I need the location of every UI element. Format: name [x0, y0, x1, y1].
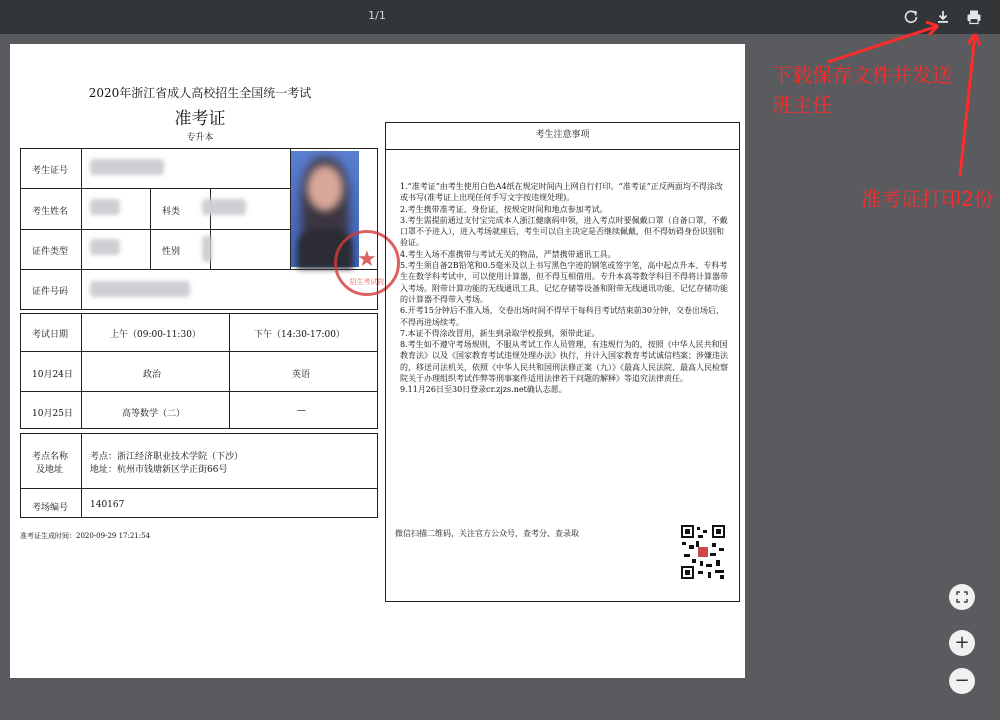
- note-item: 7.本证不得涂改冒用，新生到录取学校报到，须带此证。: [400, 328, 600, 338]
- note-item: 9.11月26日至30日登录cr.zjzs.net确认志愿。: [400, 385, 567, 395]
- schedule-row-afternoon: 英语: [292, 370, 311, 380]
- note-item: 8.考生如不遵守考场规则，不服从考试工作人员管理，有违规行为的，按照《中华人民共和国教育法》以及《国家教育考试违规处理办法》执行，并计入国家教育考试诚信档案；涉嫌违法的，移送司法机关，依照《中华人民共和国刑法修正案（九）》《最高人民法院、最高人民检察院关于办理组织考试作弊等刑事案件适用法律若干问题的解释》等追究法律责任。: [400, 340, 728, 384]
- venue-label-address: 及地址: [36, 465, 64, 475]
- venue-name: 考点：浙江经济职业技术学院（下沙）: [90, 452, 244, 462]
- venue-address: 地址：杭州市钱塘新区学正街66号: [90, 465, 228, 475]
- download-instruction-line2: 班主任: [772, 93, 832, 117]
- print-instruction: 准考证打印2份: [861, 187, 994, 211]
- schedule-row-afternoon: —: [297, 406, 306, 416]
- exam-level: 专升本: [186, 133, 214, 143]
- id-type-label: 证件类型: [32, 247, 69, 257]
- notes-list: [400, 181, 730, 396]
- redacted-exam-no: [90, 159, 164, 175]
- print-icon[interactable]: [965, 8, 983, 26]
- schedule-row-morning: 高等数学（二）: [122, 409, 186, 419]
- room-number: 140167: [90, 500, 125, 510]
- gender-label: 性别: [162, 247, 181, 257]
- stamp-text: 招生考试院: [349, 278, 385, 286]
- name-label: 考生姓名: [32, 207, 69, 217]
- schedule-row-date: 10月25日: [32, 409, 73, 419]
- qr-code: [680, 524, 726, 580]
- notes-title: 考生注意事项: [535, 130, 590, 140]
- subject-category-label: 科类: [162, 207, 181, 217]
- fit-page-icon[interactable]: [949, 584, 975, 610]
- pdf-toolbar: [0, 0, 1000, 34]
- generated-time: 准考证生成时间：2020-09-29 17:21:54: [20, 532, 151, 540]
- redacted-subject: [202, 199, 246, 215]
- exam-no-label: 考生证号: [32, 166, 69, 176]
- schedule-row-date: 10月24日: [32, 370, 73, 380]
- schedule-header-afternoon: 下午（14:30-17:00）: [254, 330, 345, 340]
- id-number-label: 证件号码: [32, 287, 69, 297]
- schedule-header-date: 考试日期: [32, 330, 69, 340]
- note-item: 3.考生需提前通过支付宝完成本人浙江健康码申领，进入考点时要佩戴口罩（自备口罩，不戴口罩不予进入），进入考场就座后，考生可以自主决定是否继续佩戴，但不得妨碍身份识别和验证。: [400, 215, 728, 248]
- scan-note: 微信扫描二维码，关注官方公众号，查考分、查录取: [395, 529, 579, 538]
- redacted-name: [90, 199, 120, 215]
- note-item: 1.“准考证”由考生使用白色A4纸在规定时间内上网自行打印。“准考证”正反两面均不得涂改或书写(准考证上出现任何手写文字按违规处理)。: [400, 182, 723, 203]
- schedule-header-morning: 上午（09:00-11:30）: [110, 330, 201, 340]
- download-icon[interactable]: [934, 8, 952, 26]
- zoom-out-button[interactable]: −: [949, 668, 975, 694]
- venue-label: 考点名称: [32, 452, 69, 462]
- venue-table: [20, 433, 378, 518]
- redacted-id-number: [90, 281, 190, 297]
- note-item: 5.考生须自备2B铅笔和0.5毫米及以上书写黑色字迹的钢笔或签字笔，高中起点升本、专科考生在数学科考试中，可以使用计算器，但不得互相借用。专升本高等数学科目不得将计算器带入考场。附带计算功能的无线通讯工具、记忆存储等设备和附带无线通讯功能、记忆存储功能的计算器不得带入考场。: [400, 261, 728, 304]
- redacted-id-type: [90, 239, 120, 255]
- zoom-in-button[interactable]: +: [949, 630, 975, 656]
- admission-ticket-title: 准考证: [174, 109, 226, 129]
- rotate-icon[interactable]: [902, 8, 920, 26]
- official-stamp: ★ 招生考试院: [334, 230, 400, 296]
- schedule-row-morning: 政治: [143, 370, 162, 380]
- note-item: 2.考生携带准考证、身份证，按规定时间和地点参加考试。: [400, 204, 608, 214]
- note-item: 4.考生入场不准携带与考试无关的物品，严禁携带通讯工具。: [400, 249, 616, 259]
- exam-title: 2020年浙江省成人高校招生全国统一考试: [88, 86, 312, 100]
- room-label: 考场编号: [32, 503, 69, 513]
- document-page: [10, 44, 745, 678]
- download-instruction-line1: 下载保存文件并发送: [772, 63, 952, 87]
- page-counter: 1/1: [368, 9, 386, 22]
- redacted-gender: [202, 236, 212, 262]
- note-item: 6.开考15分钟后不准入场，交卷出场时间不得早于每科目考试结束前30分钟，交卷出场后，不得再进场续考。: [400, 306, 724, 327]
